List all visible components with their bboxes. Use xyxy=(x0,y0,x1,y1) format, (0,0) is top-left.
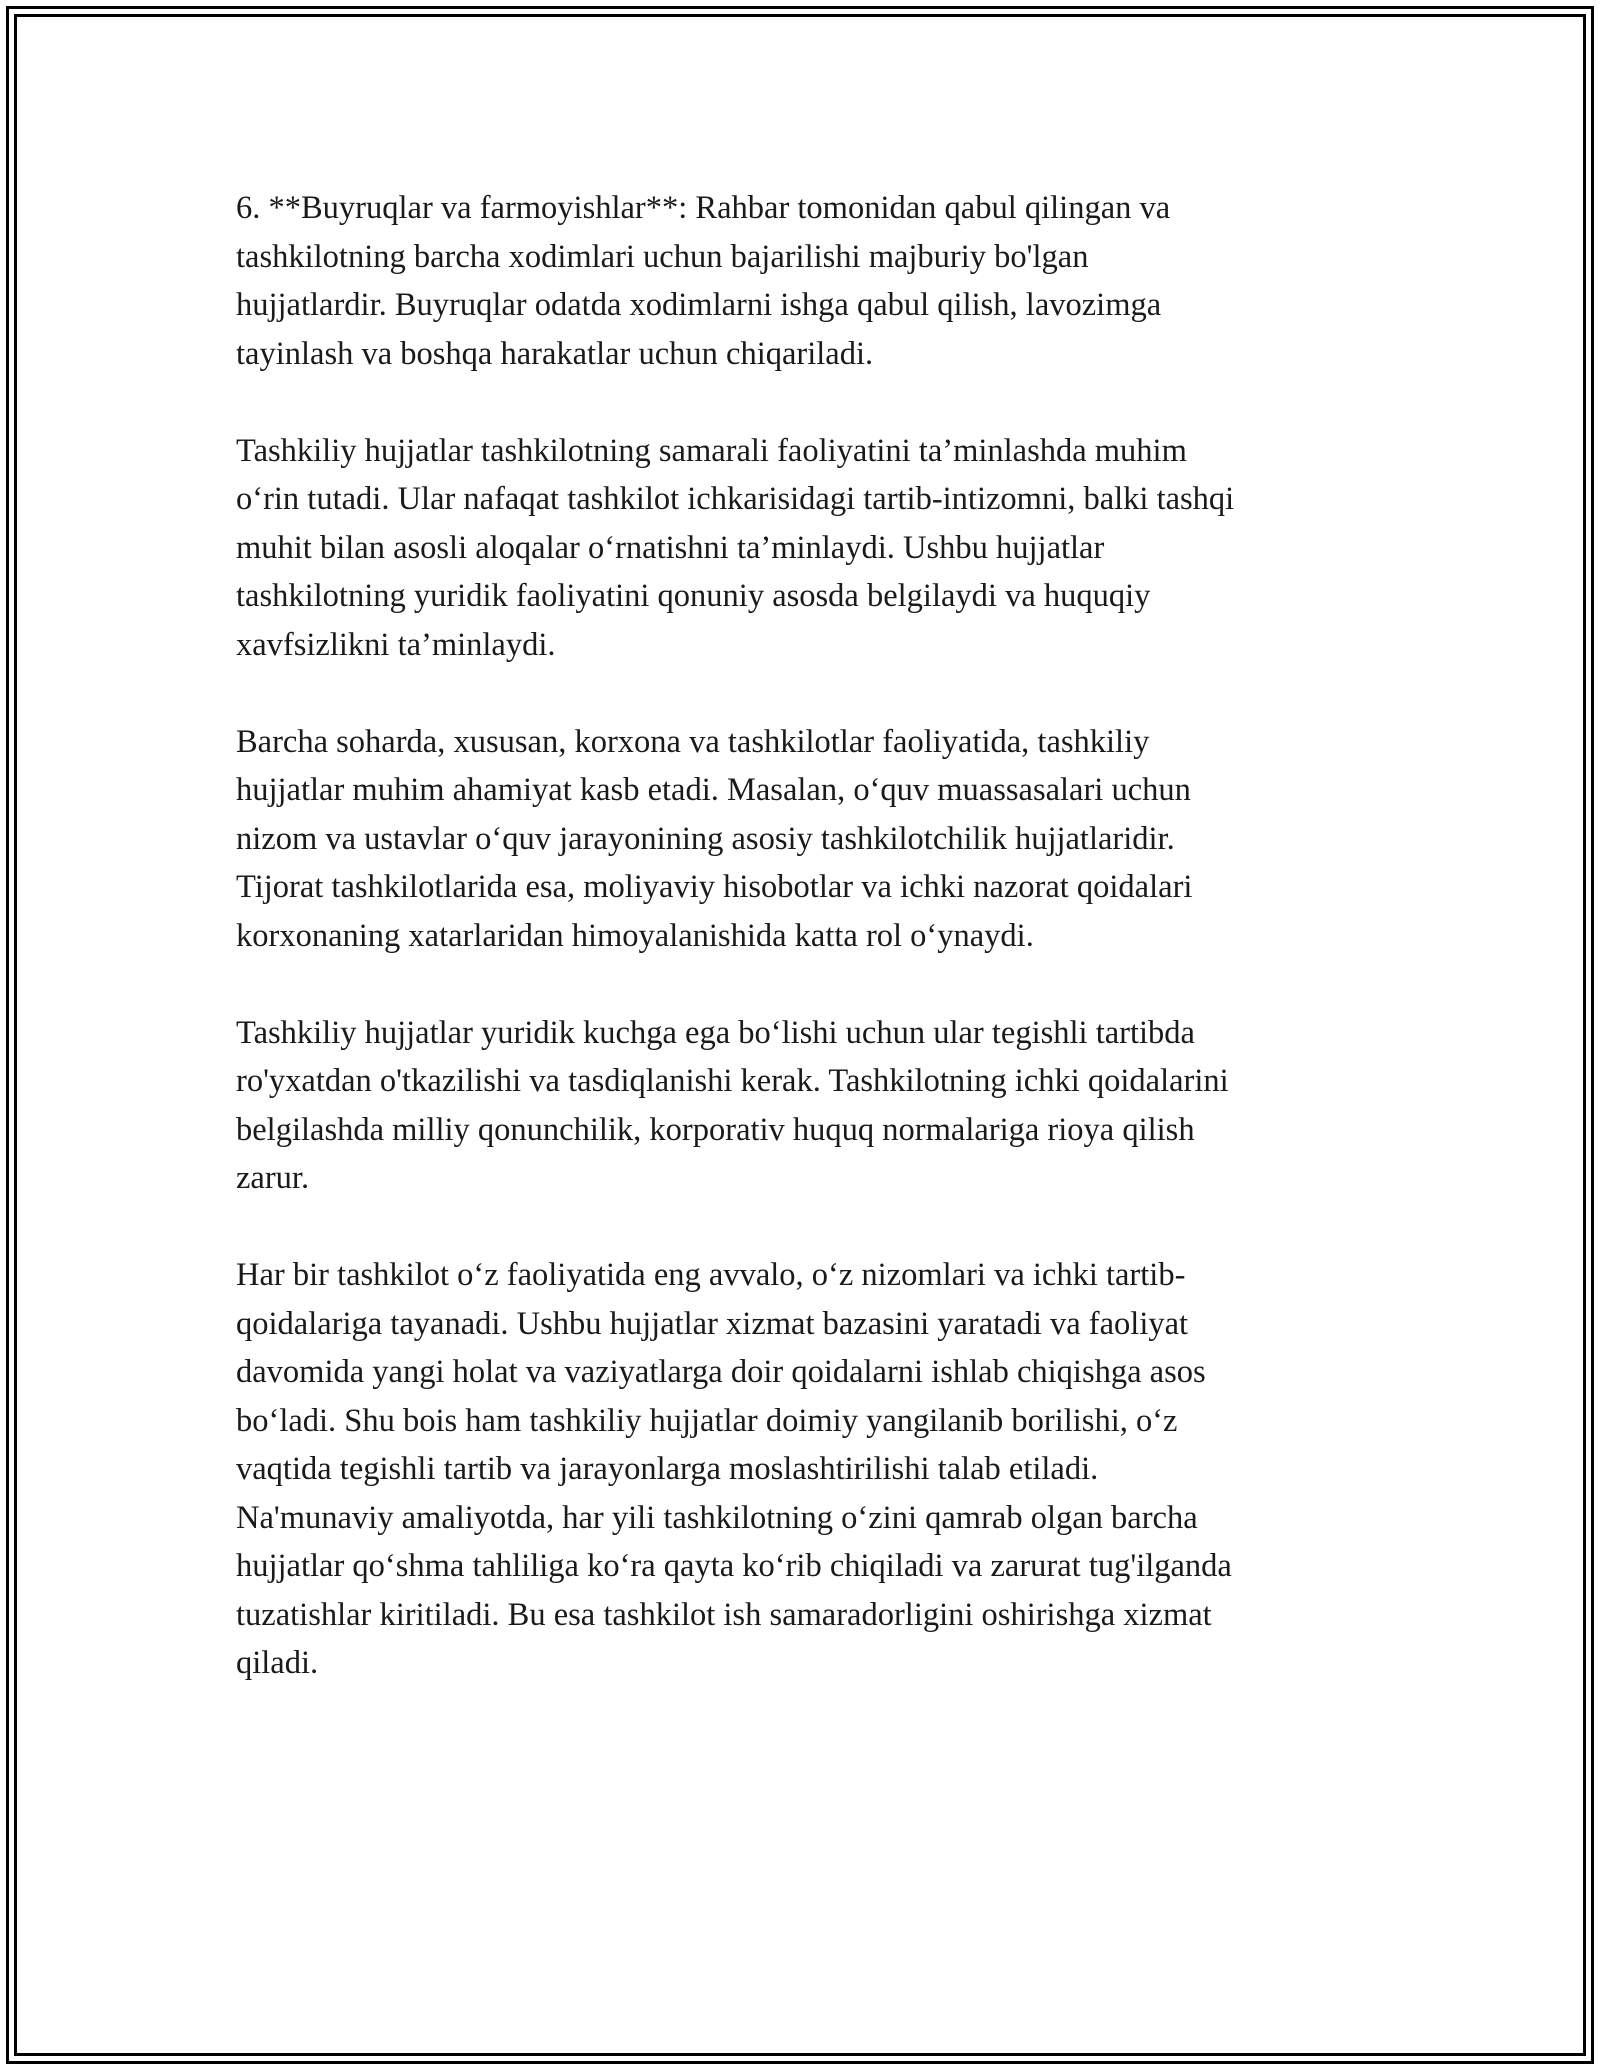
paragraph-internal-rules xyxy=(236,1251,1366,1688)
text-line: muhit bilan asosli aloqalar o‘rnatishni ta’minlaydi. Ushbu hujjatlar xyxy=(236,529,1105,566)
text-line: Har bir tashkilot o‘z faoliyatida eng avvalo, o‘z nizomlari va ichki tartib- xyxy=(236,1257,1186,1293)
text-line: Barcha soharda, xususan, korxona va tashkilotlar faoliyatida, tashkiliy xyxy=(236,723,1150,760)
text-line: qiladi. xyxy=(236,1645,319,1681)
text-line: ro'yxatdan o'tkazilishi va tasdiqlanishi kerak. Tashkilotning ichki qoidalarini xyxy=(236,1063,1229,1099)
text-line: tuzatishlar kiritiladi. Bu esa tashkilot ish samaradorligini oshirishga xizmat xyxy=(236,1596,1212,1633)
text-line: bo‘ladi. Shu bois ham tashkiliy hujjatlar doimiy yangilanib borilishi, o‘z xyxy=(236,1402,1178,1439)
text-line: vaqtida tegishli tartib va jarayonlarga moslashtirilishi talab etiladi. xyxy=(236,1451,1099,1487)
document-body xyxy=(236,184,1366,1736)
text-line: davomida yangi holat va vaziyatlarga doir qoidalarni ishlab chiqishga asos xyxy=(236,1354,1206,1390)
text-line: xavfsizlikni ta’minlaydi. xyxy=(236,626,556,663)
text-line: Tashkiliy hujjatlar yuridik kuchga ega bo‘lishi uchun ular tegishli tartibda xyxy=(236,1014,1195,1051)
text-line: Na'munaviy amaliyotda, har yili tashkilotning o‘zini qamrab olgan barcha xyxy=(236,1499,1198,1536)
text-line: o‘rin tutadi. Ular nafaqat tashkilot ichkarisidagi tartib-intizomni, balki tashqi xyxy=(236,481,1235,517)
text-line: qoidalariga tayanadi. Ushbu hujjatlar xizmat bazasini yaratadi va faoliyat xyxy=(236,1305,1189,1342)
text-line: nizom va ustavlar o‘quv jarayonining asosiy tashkilotchilik hujjatlaridir. xyxy=(236,820,1175,857)
text-line: hujjatlardir. Buyruqlar odatda xodimlarni ishga qabul qilish, lavozimga xyxy=(236,287,1162,323)
text-line: tashkilotning yuridik faoliyatini qonuniy asosda belgilaydi va huquqiy xyxy=(236,578,1151,614)
text-line: Tijorat tashkilotlarida esa, moliyaviy hisobotlar va ichki nazorat qoidalari xyxy=(236,869,1193,905)
text-line: Tashkiliy hujjatlar tashkilotning samarali faoliyatini ta’minlashda muhim xyxy=(236,432,1187,469)
text-line: korxonaning xatarlaridan himoyalanishida katta rol o‘ynaydi. xyxy=(236,917,1034,954)
text-line: 6. **Buyruqlar va farmoyishlar**: Rahbar tomonidan qabul qilingan va xyxy=(236,190,1171,226)
text-line: tashkilotning barcha xodimlari uchun bajarilishi majburiy bo'lgan xyxy=(236,238,1089,275)
paragraph-fields xyxy=(236,718,1366,961)
paragraph-orders xyxy=(236,184,1366,378)
text-line: hujjatlar muhim ahamiyat kasb etadi. Masalan, o‘quv muassasalari uchun xyxy=(236,772,1191,808)
text-line: belgilashda milliy qonunchilik, korporativ huquq normalariga rioya qilish xyxy=(236,1111,1195,1148)
text-line: tayinlash va boshqa harakatlar uchun chiqariladi. xyxy=(236,335,874,372)
text-line: zarur. xyxy=(236,1160,310,1196)
paragraph-importance xyxy=(236,427,1366,670)
text-line: hujjatlar qo‘shma tahliliga ko‘ra qayta ko‘rib chiqiladi va zarurat tug'ilganda xyxy=(236,1548,1232,1584)
paragraph-legal-force xyxy=(236,1009,1366,1203)
